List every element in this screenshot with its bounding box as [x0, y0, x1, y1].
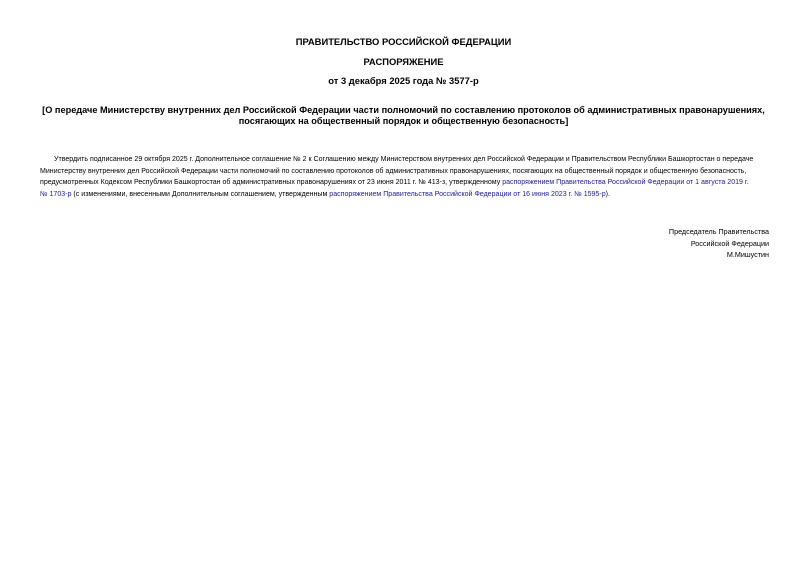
body-line-2: Министерству внутренних дел Российской Федерации части полномочий по составлению протоколов об административных правонарушениях, посягающих на общественный порядок и общественную безопасность,: [40, 167, 747, 175]
signature-position-1: Председатель Правительства: [668, 227, 769, 236]
document-date-number: от 3 декабря 2025 года № 3577-р: [328, 75, 479, 86]
government-title: ПРАВИТЕЛЬСТВО РОССИЙСКОЙ ФЕДЕРАЦИИ: [295, 36, 512, 47]
document-subject: [40, 105, 767, 127]
signature-position-2: Российской Федерации: [690, 238, 769, 248]
document-body: [40, 154, 770, 200]
subject-line-2: посягающих на общественный порядок и общественную безопасность]: [238, 116, 569, 126]
body-line-1: Утвердить подписанное 29 октября 2025 г. Дополнительное соглашение № 2 к Соглашению между Министерством внутренних дел Российской Федерации и Правительством Республики Башкортостан о передаче: [54, 156, 754, 163]
order-2019-link-number[interactable]: № 1703-р: [40, 190, 72, 198]
body-line-3-text: предусмотренных Кодексом Республики Башкортостан об административных правонарушениях от 23 июня 2011 г. № 413-з, утвержденному: [40, 179, 503, 187]
order-2019-link[interactable]: распоряжением Правительства Российской Федерации от 1 августа 2019 г.: [502, 179, 749, 187]
signature-name: М.Мишустин: [726, 250, 769, 259]
body-line-4: [40, 189, 770, 201]
body-line-3: [40, 177, 770, 189]
body-line-4-end: ).: [605, 190, 610, 198]
subject-line-1: [О передаче Министерству внутренних дел Российской Федерации части полномочий по составлению протоколов об административных правонарушениях,: [42, 105, 765, 115]
document-type: РАСПОРЯЖЕНИЕ: [363, 56, 444, 67]
signature-block: [669, 226, 769, 261]
order-2023-link[interactable]: распоряжением Правительства Российской Федерации от 16 июня 2023 г. № 1595-р: [329, 190, 606, 198]
body-line-4-text: (с изменениями, внесенными Дополнительным соглашением, утвержденным: [71, 190, 330, 198]
